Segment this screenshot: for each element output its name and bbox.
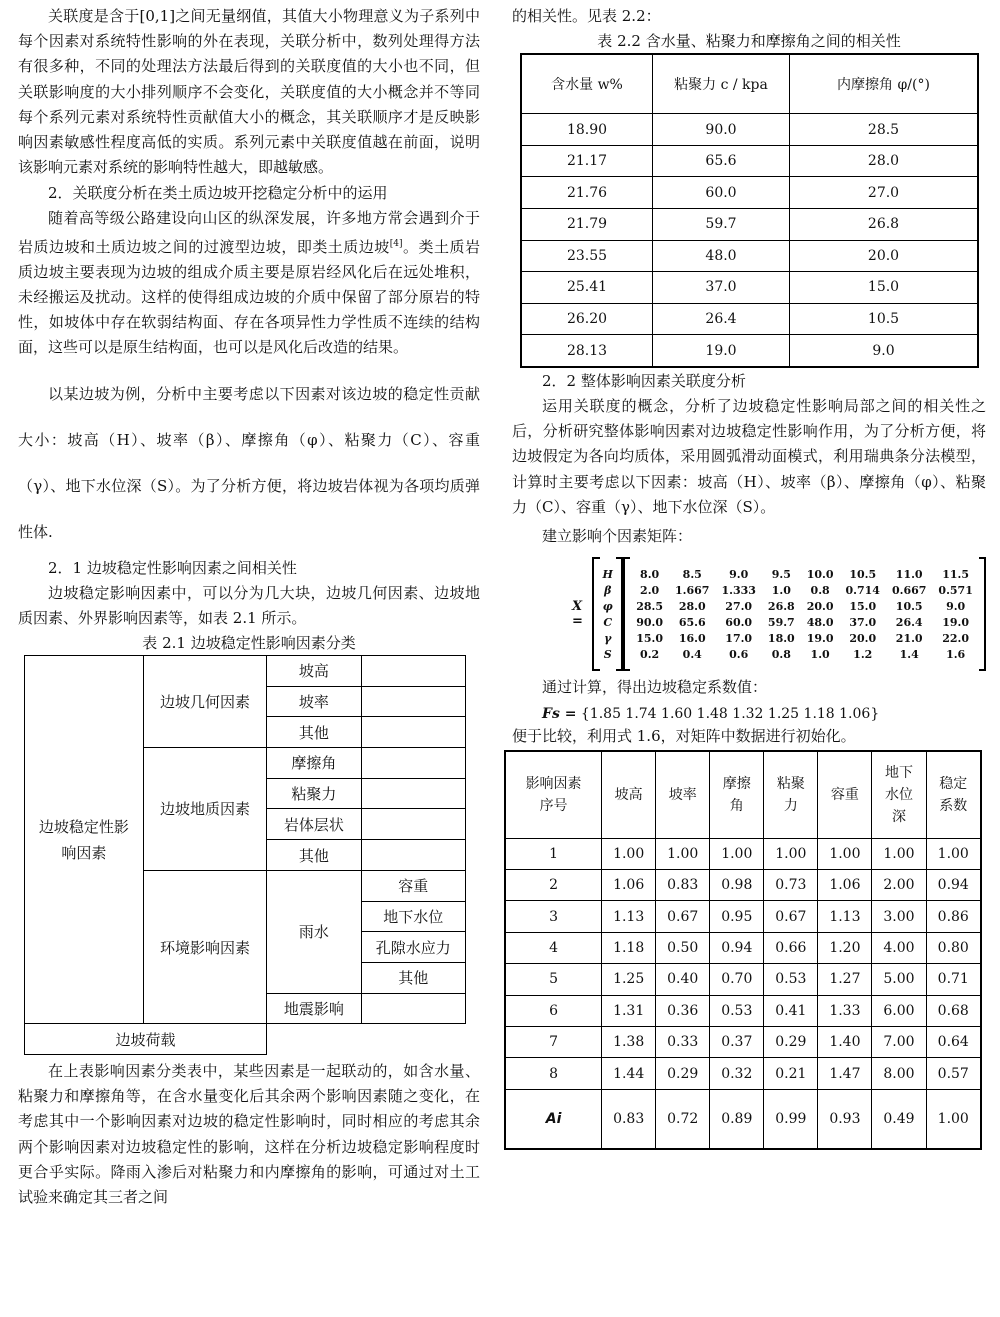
matrix-variable: γ [604, 631, 612, 645]
table-row [521, 145, 978, 177]
factor-cell: 地震影响 [267, 993, 361, 1024]
matrix-value: 9.0 [946, 599, 966, 613]
table-cell: 0.94 [710, 932, 764, 963]
table-cell: 0.94 [926, 869, 981, 900]
paragraph-matrix-intro: 建立影响个因素矩阵： [542, 526, 693, 545]
table-cell: 9.0 [790, 335, 979, 367]
section-heading-2: 2．关联度分析在类土质边坡开挖稳定分析中的运用 [48, 184, 388, 203]
table-row [521, 177, 978, 209]
matrix-value: 1.333 [721, 583, 756, 597]
table-cell: 6.00 [872, 995, 926, 1026]
empty-cell [361, 840, 465, 871]
matrix-value: 10.0 [806, 567, 834, 581]
correlation-value: 0.72 [656, 1089, 710, 1149]
matrix-value: 15.0 [849, 599, 877, 613]
matrix-row [630, 646, 979, 662]
correlation-value: 0.99 [764, 1089, 818, 1149]
table-cell: 26.4 [653, 303, 790, 335]
table-cell: 0.32 [710, 1058, 764, 1089]
table-cell: 21.17 [521, 145, 653, 177]
matrix-variable: H [602, 567, 613, 581]
empty-cell [361, 748, 465, 779]
matrix-value: 20.0 [849, 631, 877, 645]
matrix-value: 19.0 [942, 615, 970, 629]
table-cell: 2 [505, 869, 602, 900]
table-2-2-caption: 表 2.2 含水量、粘聚力和摩擦角之间的相关性 [597, 32, 901, 51]
paragraph-continuation: 的相关性。见表 2.2： [512, 7, 661, 25]
table-row [521, 272, 978, 304]
matrix-value: 8.5 [682, 567, 702, 581]
table-cell: 90.0 [653, 114, 790, 146]
subcategory-rain: 雨水 [267, 870, 361, 993]
matrix-row [630, 582, 979, 598]
paragraph-transition-slope-text-2: 。类土质岩质边坡主要表现为边坡的组成介质主要是原岩经风化后在远处堆积，未经搬运及扰动。这样的使得组成边坡的介质中保留了部分原岩的特性，如坡体中存在软弱结构面、存在各项异性力学性质不连续的结构面，这些可以是原生结构面，也可以是风化后改造的结果。 [18, 237, 480, 357]
paragraph-transition-slope-text: 随着高等级公路建设向山区的纵深发展，许多地方常会遇到介于岩质边坡和土质边坡之间的过渡型边坡，即类土质边坡 [18, 209, 480, 256]
table-cell: 19.0 [653, 335, 790, 367]
citation-ref: [4] [389, 238, 403, 249]
matrix-row [630, 614, 979, 630]
matrix-value: 2.0 [640, 583, 660, 597]
matrix-value: 22.0 [942, 631, 970, 645]
matrix-value: 0.667 [891, 583, 927, 597]
table-header-label: 容重 [830, 786, 859, 803]
matrix-value: 0.714 [845, 583, 880, 597]
correlation-value: 0.89 [710, 1089, 764, 1149]
section-heading-2-1: 2．1 边坡稳定性影响因素之间相关性 [48, 558, 297, 577]
matrix-value: 0.8 [810, 583, 830, 597]
table-header-label: 摩擦角 [722, 775, 751, 814]
matrix-label: X = [572, 599, 583, 630]
table-cell: 7 [505, 1026, 602, 1057]
table-row [505, 995, 981, 1026]
table-normalized [504, 750, 982, 1150]
table-cell: 1.00 [764, 838, 818, 869]
table-row [505, 964, 981, 995]
table-header-label: 影响因素序号 [525, 775, 582, 814]
table-cell: 25.41 [521, 272, 653, 304]
paragraph-transition-slope [18, 206, 480, 360]
table-cell: 1.00 [926, 838, 981, 869]
matrix-value: 37.0 [849, 615, 877, 629]
table-cell: 2.00 [872, 869, 926, 900]
table-row [505, 901, 981, 932]
table-cell: 1.44 [602, 1058, 656, 1089]
table-cell: 6 [505, 995, 602, 1026]
table-cell: 1.20 [818, 932, 872, 963]
matrix-value: 28.0 [678, 599, 706, 613]
matrix-value: 0.6 [729, 647, 749, 661]
table-cell: 21.76 [521, 177, 653, 209]
table-cell: 15.0 [790, 272, 979, 304]
matrix-bracket-left [592, 557, 599, 671]
matrix-value: 0.4 [682, 647, 702, 661]
table-cell: 1.31 [602, 995, 656, 1026]
paragraph-normalize: 便于比较，利用式 1.6，对矩阵中数据进行初始化。 [512, 727, 856, 746]
header-friction-angle: 内摩擦角 φ/(°) [790, 54, 979, 114]
table-row [521, 114, 978, 146]
matrix-value: 0.8 [771, 647, 791, 661]
matrix-value: 11.5 [942, 567, 970, 581]
matrix-value: 20.0 [806, 599, 834, 613]
left-column [18, 0, 480, 1210]
table-header-label: 地下水位深 [884, 764, 913, 825]
table-cell: 0.41 [764, 995, 818, 1026]
matrix-value: 48.0 [806, 615, 834, 629]
matrix-value: 1.6 [946, 647, 966, 661]
table-cell: 1.33 [818, 995, 872, 1026]
matrix-value: 15.0 [636, 631, 664, 645]
table-cell: 1.00 [872, 838, 926, 869]
category-environment: 环境影响因素 [143, 870, 266, 1023]
factor-cell: 坡率 [267, 686, 361, 717]
table-cell: 1.47 [818, 1058, 872, 1089]
table-cell: 1 [505, 838, 602, 869]
paragraph-factor-groups: 边坡稳定影响因素中，可以分为几大块，边坡几何因素、边坡地质因素、外界影响因素等，如表 2.1 所示。 [18, 583, 480, 627]
factor-cell: 坡高 [267, 656, 361, 687]
table-cell: 28.0 [790, 145, 979, 177]
table-cell: 8 [505, 1058, 602, 1089]
table-header-label: 稳定系数 [939, 775, 968, 814]
table-header-cell [710, 751, 764, 839]
factor-cell: 岩体层状 [267, 809, 361, 840]
empty-cell [361, 717, 465, 748]
correlation-value: 1.00 [926, 1089, 981, 1149]
correlation-row [505, 1089, 981, 1149]
table-header-cell [818, 751, 872, 839]
matrix-row [630, 566, 979, 582]
paragraph-overall-analysis: 运用关联度的概念，分析了边坡稳定性影响局部之间的相关性之后，分析研究整体影响因素对边坡稳定性影响作用，为了分析方便，将边坡假定为各向均质体，采用圆弧滑动面模式，利用瑞典条分法模型，计算时主要考虑以下因素：坡高（H）、坡率（β）、摩擦角（φ）、粘聚力（C）、容重（γ）、地下水位深（S）。 [512, 396, 986, 516]
table-header-row [505, 751, 981, 839]
paragraph-stability-intro: 通过计算，得出边坡稳定系数值： [542, 678, 768, 697]
matrix-row [600, 582, 616, 598]
table-cell: 1.00 [602, 838, 656, 869]
fs-values: {1.85 1.74 1.60 1.48 1.32 1.25 1.18 1.06} [580, 706, 880, 723]
matrix-value: 19.0 [806, 631, 834, 645]
header-cohesion: 粘聚力 c / kpa [653, 54, 790, 114]
matrix-value: 16.0 [678, 631, 706, 645]
matrix-bracket-values-left [623, 557, 630, 671]
table-cell: 3 [505, 901, 602, 932]
matrix-value: 8.0 [640, 567, 660, 581]
factor-cell: 地下水位 [361, 901, 465, 932]
matrix-value: 65.6 [678, 615, 706, 629]
table-cell: 21.79 [521, 208, 653, 240]
table-header-cell [926, 751, 981, 839]
section-heading-2-2: 2．2 整体影响因素关联度分析 [542, 371, 746, 390]
table-header-cell [602, 751, 656, 839]
correlation-value: 0.49 [872, 1089, 926, 1149]
table-cell: 28.13 [521, 335, 653, 367]
table-cell: 28.5 [790, 114, 979, 146]
table-cell: 4 [505, 932, 602, 963]
matrix-value: 59.7 [767, 615, 795, 629]
factor-cell: 孔隙水应力 [361, 932, 465, 963]
matrix-value: 27.0 [725, 599, 753, 613]
factor-cell: 粘聚力 [267, 778, 361, 809]
table-root-cell: 边坡稳定性影响因素 [25, 656, 144, 1024]
table-2-2 [520, 53, 979, 368]
matrix-row [600, 598, 616, 614]
matrix-value: 90.0 [636, 615, 664, 629]
table-cell: 0.36 [656, 995, 710, 1026]
paragraph-example-factors: 以某边坡为例，分析中主要考虑以下因素对该边坡的稳定性贡献大小：坡高（H）、坡率（β）、摩擦角（φ）、粘聚力（C）、容重（γ）、地下水位深（S）。为了分析方便，将边坡岩体视为各项均质弹性体. [18, 384, 480, 541]
table-row [505, 932, 981, 963]
matrix-row [630, 598, 979, 614]
table-cell: 1.06 [602, 869, 656, 900]
matrix-value: 17.0 [725, 631, 753, 645]
table-cell: 7.00 [872, 1026, 926, 1057]
table-cell: 1.00 [656, 838, 710, 869]
factor-cell: 其他 [361, 962, 465, 993]
matrix-variable: φ [602, 599, 613, 613]
matrix-variable: C [603, 615, 613, 629]
table-cell: 0.29 [656, 1058, 710, 1089]
table-cell: 0.50 [656, 932, 710, 963]
factor-cell: 容重 [361, 870, 465, 901]
matrix-value: 11.0 [895, 567, 923, 581]
table-cell: 27.0 [790, 177, 979, 209]
matrix-bracket-right [979, 557, 986, 671]
table-cell: 1.06 [818, 869, 872, 900]
table-cell: 0.98 [710, 869, 764, 900]
table-cell: 18.90 [521, 114, 653, 146]
table-row [521, 335, 978, 367]
matrix-variable: β [604, 583, 612, 597]
matrix-value: 1.4 [899, 647, 919, 661]
matrix-value: 1.667 [675, 583, 710, 597]
table-cell: 0.66 [764, 932, 818, 963]
table-cell: 0.67 [764, 901, 818, 932]
table-cell: 0.67 [656, 901, 710, 932]
table-cell: 1.38 [602, 1026, 656, 1057]
matrix-value: 1.2 [853, 647, 873, 661]
correlation-value: 0.93 [818, 1089, 872, 1149]
category-geometry: 边坡几何因素 [143, 656, 266, 748]
table-cell: 4.00 [872, 932, 926, 963]
table-cell: 0.53 [764, 964, 818, 995]
matrix-value: 9.0 [729, 567, 749, 581]
matrix-value: 60.0 [725, 615, 753, 629]
table-header-label: 坡率 [668, 786, 697, 803]
table-cell: 0.33 [656, 1026, 710, 1057]
matrix-values [630, 566, 979, 662]
table-header-cell [656, 751, 710, 839]
matrix-value: 1.0 [810, 647, 830, 661]
table-cell: 0.29 [764, 1026, 818, 1057]
table-row [521, 303, 978, 335]
matrix-value: 18.0 [767, 631, 795, 645]
table-cell: 1.00 [710, 838, 764, 869]
table-cell: 5.00 [872, 964, 926, 995]
table-cell: 1.13 [818, 901, 872, 932]
matrix-row [630, 630, 979, 646]
table-cell: 1.00 [818, 838, 872, 869]
table-header-cell [764, 751, 818, 839]
table-cell: 0.64 [926, 1026, 981, 1057]
empty-cell [361, 686, 465, 717]
table-header-cell [505, 751, 602, 839]
empty-cell [361, 656, 465, 687]
table-header-label: 粘聚力 [776, 775, 805, 814]
table-cell: 0.83 [656, 869, 710, 900]
table-2-1-caption: 表 2.1 边坡稳定性影响因素分类 [142, 634, 356, 653]
table-cell: 60.0 [653, 177, 790, 209]
matrix-value: 28.5 [636, 599, 664, 613]
matrix-value: 26.4 [895, 615, 923, 629]
table-header-label: 坡高 [614, 786, 643, 803]
stability-coefficients [542, 706, 986, 722]
table-cell: 0.70 [710, 964, 764, 995]
category-geology: 边坡地质因素 [143, 748, 266, 871]
table-cell: 8.00 [872, 1058, 926, 1089]
matrix-row [600, 630, 616, 646]
table-cell: 37.0 [653, 272, 790, 304]
paragraph-linked-factors: 在上表影响因素分类表中，某些因素是一起联动的，如含水量、粘聚力和摩擦角等，在含水量变化后其余两个影响因素随之变化，在考虑其中一个影响因素对边坡的稳定性影响时，同时相应的考虑其余两个影响因素对边坡稳定性的影响，这样在分析边坡稳定影响程度时更合乎实际。降雨入渗后对粘聚力和内摩擦角的影响，可通过对土工试验来确定其三者之间 [18, 1061, 480, 1206]
matrix-row [600, 646, 616, 662]
table-cell: 0.80 [926, 932, 981, 963]
matrix-value: 26.8 [767, 599, 795, 613]
table-2-1 [24, 655, 466, 1055]
factor-cell: 其他 [267, 717, 361, 748]
table-cell: 10.5 [790, 303, 979, 335]
table-cell: 0.68 [926, 995, 981, 1026]
matrix-bracket-mid [616, 557, 623, 671]
table-cell: 26.20 [521, 303, 653, 335]
table-row [505, 869, 981, 900]
table-cell: 0.95 [710, 901, 764, 932]
table-row [505, 1026, 981, 1057]
matrix-value: 9.5 [771, 567, 791, 581]
correlation-label: Ai [505, 1089, 602, 1149]
table-cell: 59.7 [653, 208, 790, 240]
table-row [505, 838, 981, 869]
matrix-row [600, 566, 616, 582]
table-cell: 0.57 [926, 1058, 981, 1089]
factor-matrix [572, 557, 986, 671]
matrix-value: 10.5 [849, 567, 877, 581]
table-cell: 48.0 [653, 240, 790, 272]
matrix-variable: S [603, 647, 612, 661]
header-water-content: 含水量 w% [521, 54, 653, 114]
table-cell: 0.37 [710, 1026, 764, 1057]
empty-cell [361, 809, 465, 840]
matrix-value: 21.0 [895, 631, 923, 645]
table-cell: 3.00 [872, 901, 926, 932]
empty-cell [361, 778, 465, 809]
table-cell: 20.0 [790, 240, 979, 272]
table-cell: 1.13 [602, 901, 656, 932]
table-row [521, 240, 978, 272]
table-cell: 5 [505, 964, 602, 995]
matrix-variables [600, 566, 616, 662]
table-cell: 1.27 [818, 964, 872, 995]
matrix-row [600, 614, 616, 630]
empty-cell [361, 993, 465, 1024]
table-cell: 0.86 [926, 901, 981, 932]
category-load: 边坡荷载 [25, 1024, 267, 1055]
table-header-cell [872, 751, 926, 839]
table-cell: 0.71 [926, 964, 981, 995]
right-column [512, 0, 986, 1150]
factor-cell: 摩擦角 [267, 748, 361, 779]
empty-cell [267, 1024, 361, 1055]
table-cell: 0.73 [764, 869, 818, 900]
table-cell: 1.25 [602, 964, 656, 995]
table-cell: 26.8 [790, 208, 979, 240]
table-cell: 0.21 [764, 1058, 818, 1089]
table-row [521, 208, 978, 240]
correlation-value: 0.83 [602, 1089, 656, 1149]
table-cell: 23.55 [521, 240, 653, 272]
table-cell: 0.53 [710, 995, 764, 1026]
table-row [505, 1058, 981, 1089]
matrix-value: 1.0 [771, 583, 791, 597]
table-cell: 1.40 [818, 1026, 872, 1057]
matrix-value: 0.2 [640, 647, 660, 661]
matrix-value: 10.5 [895, 599, 923, 613]
matrix-value: 0.571 [938, 583, 973, 597]
table-cell: 0.40 [656, 964, 710, 995]
table-cell: 1.18 [602, 932, 656, 963]
table-cell: 65.6 [653, 145, 790, 177]
fs-label: Fs = [542, 706, 577, 723]
factor-cell: 其他 [267, 840, 361, 871]
paragraph-correlation-meaning: 关联度是含于[0,1]之间无量纲值，其值大小物理意义为子系列中每个因素对系统特性影响的外在表现，关联分析中，数列处理得方法有很多种，不同的处理法方法最后得到的关联度值的大小也不同，但关联影响度的大小排列顺序不会变化，关联度值的大小概念并不等同每个系列元素对系统特性贡献值大小的概念，其关联顺序才是反映影响因素敏感性程度高低的实质。系列元素中关联度值越在前面，说明该影响元素对系统的影响特性越大，即越敏感。 [18, 7, 480, 177]
